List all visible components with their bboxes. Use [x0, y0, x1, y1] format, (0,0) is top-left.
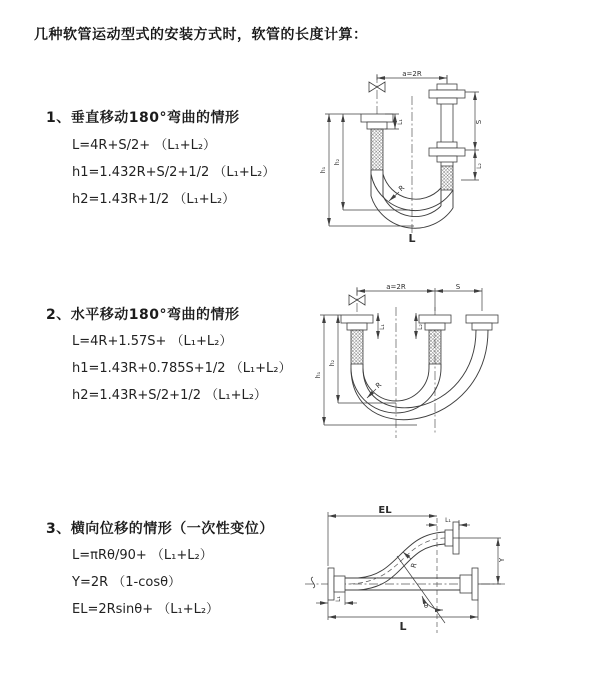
d2-pipe-3 — [466, 315, 498, 330]
d2-dim-l1 — [378, 313, 386, 339]
d3-label-el: EL — [378, 505, 392, 516]
d1-radius-callout — [389, 184, 406, 201]
section3-heading: 3、横向位移的情形（一次性变位） — [46, 521, 274, 537]
d1-label-h2: h₂ — [334, 158, 341, 166]
d2-label-r: R — [374, 380, 384, 391]
d2-dim-h — [315, 315, 417, 425]
d1-label-r: R — [397, 183, 407, 194]
diagram-lateral-displacement — [300, 498, 595, 668]
d2-pipe-2 — [419, 315, 451, 368]
section2-formula-l: L=4R+1.57S+ （L₁+L₂） — [72, 334, 233, 349]
d1-dim-a2r — [377, 70, 447, 83]
section3-formula-el: EL=2Rsinθ+ （L₁+L₂） — [72, 602, 220, 617]
d2-centerlines — [357, 287, 435, 438]
d3-dim-l1-left — [316, 592, 357, 605]
section1-heading: 1、垂直移动180°弯曲的情形 — [46, 110, 240, 126]
d3-label-r: R — [409, 562, 419, 569]
d1-label-l: L — [408, 232, 416, 245]
diagram-horizontal-180-bend — [312, 283, 590, 473]
section3-formula-l: L=πRθ/90+ （L₁+L₂） — [72, 548, 213, 563]
pipe-break-mark — [311, 577, 314, 588]
d2-label-s: S — [455, 283, 461, 291]
section1-formula-h2: h2=1.43R+1/2 （L₁+L₂） — [72, 192, 236, 207]
d3-dim-el — [328, 505, 437, 566]
d3-label-l1-top: L₁ — [445, 517, 451, 524]
d1-label-s: S — [475, 119, 483, 125]
d2-hose-arcs — [351, 330, 488, 420]
d3-right-lower-flange — [460, 568, 478, 600]
d3-angle-construction — [397, 556, 445, 623]
d1-label-a2r: a=2R — [402, 70, 422, 78]
d3-label-l: L — [399, 620, 407, 633]
section3-formula-y: Y=2R （1-cosθ） — [72, 575, 182, 590]
page-title: 几种软管运动型式的安装方式时，软管的长度计算： — [34, 27, 368, 43]
d2-pipe-1 — [341, 315, 373, 368]
d1-label-l1: L₁ — [397, 119, 404, 125]
section1-formula-l: L=4R+S/2+ （L₁+L₂） — [72, 138, 217, 153]
d2-label-l1: L₁ — [379, 324, 386, 330]
d1-label-l2: L₂ — [476, 163, 483, 169]
d1-dim-h — [320, 114, 414, 226]
d3-label-theta: θ — [423, 602, 429, 610]
d3-label-y: Y — [498, 557, 506, 563]
d2-label-h1: h₁ — [315, 371, 322, 379]
d2-label-h2: h₂ — [329, 359, 336, 367]
d1-dim-s — [461, 92, 483, 180]
d1-label-h1: h₁ — [320, 166, 327, 174]
d3-label-l1-left: L₁ — [335, 596, 342, 602]
d2-label-l2: L₂ — [417, 324, 424, 330]
section1-formula-h1: h1=1.432R+S/2+1/2 （L₁+L₂） — [72, 165, 276, 180]
d3-left-flange — [328, 568, 345, 600]
diagram-vertical-180-bend — [315, 70, 590, 262]
section2-formula-h1: h1=1.43R+0.785S+1/2 （L₁+L₂） — [72, 361, 292, 376]
d3-curved-hose — [350, 532, 445, 590]
d2-label-a2r: a=2R — [386, 283, 406, 291]
d1-left-pipe — [361, 114, 393, 196]
d3-dim-l1-top — [426, 517, 470, 530]
section2-formula-h2: h2=1.43R+S/2+1/2 （L₁+L₂） — [72, 388, 267, 403]
d1-right-pipe — [429, 84, 465, 208]
d2-dim-a2r — [357, 283, 482, 311]
d2-radius-callout — [367, 381, 383, 398]
d3-dim-l — [328, 600, 478, 633]
section2-heading: 2、水平移动180°弯曲的情形 — [46, 307, 240, 323]
